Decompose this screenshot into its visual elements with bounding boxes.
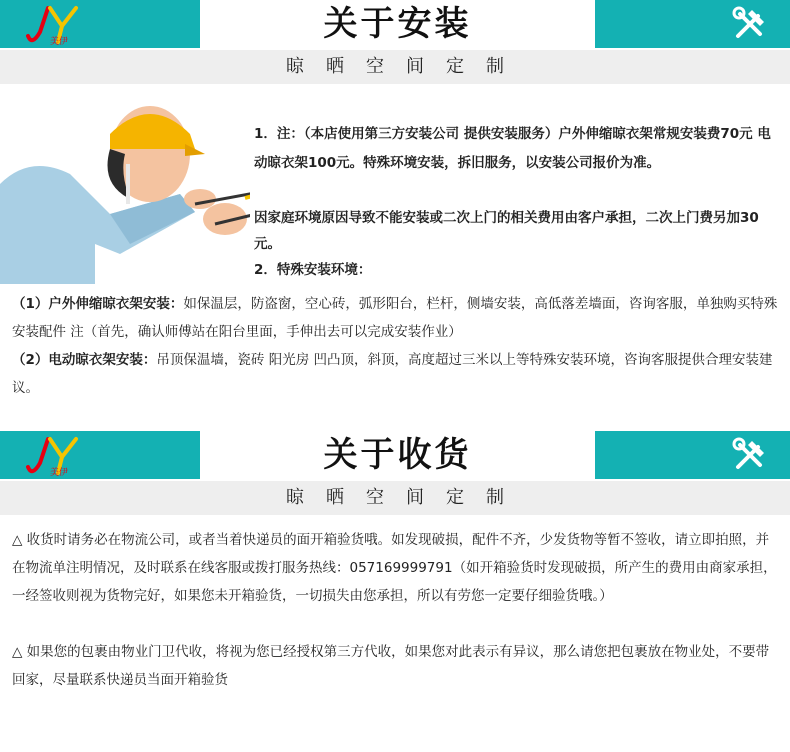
receipt-item-1: △ 收货时请务必在物流公司，或者当着快递员的面开箱验货哦。如发现破损，配件不齐，少发货物等暂不签收，请立即拍照，并在物流单注明情况，及时联系在线客服或拨打服务热线：057169999791（如开箱验货时发现破损，所产生的费用由商家承担，一经签收则视为货物完好，如果您未开箱验货，一切损失由您承担，所以有劳您一定要仔细验货哦。） xyxy=(12,532,777,604)
header-right-band xyxy=(595,431,790,479)
logo-icon xyxy=(22,2,102,46)
install-env-1 xyxy=(12,290,782,346)
subtitle-bar: 晾晒空间定制 xyxy=(0,481,790,515)
worker-illustration xyxy=(0,94,250,284)
header-right-band xyxy=(595,0,790,48)
env2-label: （2）电动晾衣架安装： xyxy=(12,352,157,368)
logo-icon xyxy=(22,433,102,477)
install-env-2 xyxy=(12,346,782,402)
hammer-wrench-icon xyxy=(732,6,768,42)
hammer-wrench-icon xyxy=(732,437,768,473)
page-title: 关于安装 xyxy=(323,4,472,44)
svg-text:美伊: 美伊 xyxy=(50,37,69,46)
svg-text:美伊: 美伊 xyxy=(50,468,69,477)
install-note-1: 1．注：（本店使用第三方安装公司 提供安装服务）户外伸缩晾衣架常规安装费70元 电动晾衣架100元。特殊环境安装，拆旧服务，以安装公司报价为准。 xyxy=(254,126,771,171)
receipt-section xyxy=(0,431,790,752)
env2-text: 吊顶保温墙，瓷砖 阳光房 凹凸顶，斜顶，高度超过三米以上等特殊安装环境，咨询客服提供合理安装建议。 xyxy=(12,352,773,396)
env1-label: （1）户外伸缩晾衣架安装： xyxy=(12,296,184,312)
install-note-extra: 因家庭环境原因导致不能安装或二次上门的相关费用由客户承担，二次上门费另加30元。 xyxy=(254,210,759,252)
subtitle-bar: 晾晒空间定制 xyxy=(0,50,790,84)
receipt-item-2: △ 如果您的包裹由物业门卫代收，将视为您已经授权第三方代收，如果您对此表示有异议，那么请您把包裹放在物业处，不要带回家，尽量联系快递员当面开箱验货 xyxy=(12,644,770,688)
env1-text: 如保温层，防盗窗，空心砖，弧形阳台，栏杆，侧墙安装，高低落差墙面，咨询客服，单独购买特殊安装配件 注（首先，确认师傅站在阳台里面，手伸出去可以完成安装作业） xyxy=(12,296,778,340)
header-left-band xyxy=(0,431,200,479)
page-title: 关于收货 xyxy=(323,435,472,475)
install-note-2: 2．特殊安装环境： xyxy=(254,262,372,278)
header-left-band xyxy=(0,0,200,48)
